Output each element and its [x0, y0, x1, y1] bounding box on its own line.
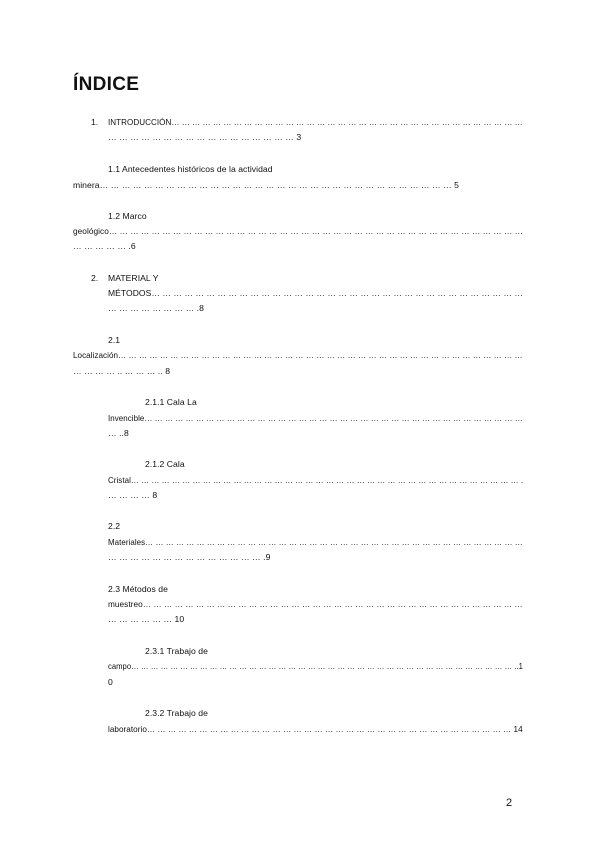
toc-entry-campo-cont: campo… … … … … … … … … … … … … … … … … … … … … … … … … … … … … … … … … … … … … … … ..1 [108, 661, 523, 671]
toc-entry-antecedentes-cont: minera… … … … … … … … … … … … … … … … … … … … … … … … … … … … … … … … 5 [73, 180, 460, 190]
toc-entry-localizacion-cont2: … … … … .. … … … .. 8 [73, 366, 171, 376]
toc-entry-invencible-cont: Invencible… … … … … … … … … … … … … … … … … … … … … … … … … … … … … … … … … … … … … [108, 413, 523, 423]
toc-entry-material-cont: MÉTODOS… … … … … … … … … … … … … … … … … … … … … … … … … … … … … … … … … … [108, 288, 523, 298]
toc-entry-metodos-cont: muestreo… … … … … … … … … … … … … … … … … … … … … … … … … … … … … … … … … … … … [108, 599, 523, 609]
toc-entry-marco-cont2: … … … … … .6 [73, 241, 136, 251]
page-number: 2 [506, 797, 513, 809]
toc-entry-marco: 1.2 Marco [108, 211, 147, 221]
toc-number-2: 2. [91, 273, 99, 283]
toc-entry-metodos-cont2: … … … … … … 10 [108, 614, 185, 624]
toc-entry-campo-cont2: 0 [108, 677, 113, 687]
toc-entry-campo: 2.3.1 Trabajo de [145, 646, 208, 656]
toc-entry-metodos: 2.3 Métodos de [108, 584, 168, 594]
toc-entry-materiales-cont: Materiales… … … … … … … … … … … … … … … … … … … … … … … … … … … … … … … … … … … … … [108, 537, 523, 547]
toc-entry-invencible: 2.1.1 Cala La [145, 397, 197, 407]
toc-entry-laboratorio-cont: laboratorio… … … … … … … … … … … … … … … … … … … … … … … … … … … … … … … … … … … 14 [108, 724, 523, 734]
toc-entry-introduccion: INTRODUCCIÓN… … … … … … … … … … … … … … … … … … … … … … … … … … … … … … … … … … [108, 117, 523, 127]
toc-entry-cristal-cont: Cristal… … … … … … … … … … … … … … … … … … … … … … … … … … … … … … … … … … … … … … . [108, 475, 524, 485]
toc-number-1: 1. [91, 117, 99, 127]
toc-entry-cristal-cont2: … … … … 8 [108, 490, 158, 500]
toc-entry-introduccion-cont: … … … … … … … … … … … … … … … … … 3 [108, 132, 302, 142]
page-title: ÍNDICE [73, 74, 140, 95]
toc-entry-laboratorio: 2.3.2 Trabajo de [145, 708, 208, 718]
toc-entry-material: MATERIAL Y [108, 273, 159, 283]
toc-entry-marco-cont: geológico… … … … … … … … … … … … … … … … … … … … … … … … … … … … … … … … … … … … … … … [73, 226, 523, 236]
toc-entry-materiales: 2.2 [108, 521, 121, 531]
toc-entry-invencible-cont2: … ..8 [108, 428, 129, 438]
toc-entry-materiales-cont2: … … … … … … … … … … … … … … .9 [108, 552, 271, 562]
toc-entry-cristal: 2.1.2 Cala [145, 459, 185, 469]
toc-entry-material-cont2: … … … … … … … … .8 [108, 303, 204, 313]
toc-entry-localizacion: 2.1 [108, 335, 121, 345]
toc-entry-antecedentes: 1.1 Antecedentes históricos de la actividad [108, 164, 273, 174]
toc-entry-localizacion-cont: Localización… … … … … … … … … … … … … … … … … … … … … … … … … … … … … … … … … … … … … … … [73, 350, 523, 360]
